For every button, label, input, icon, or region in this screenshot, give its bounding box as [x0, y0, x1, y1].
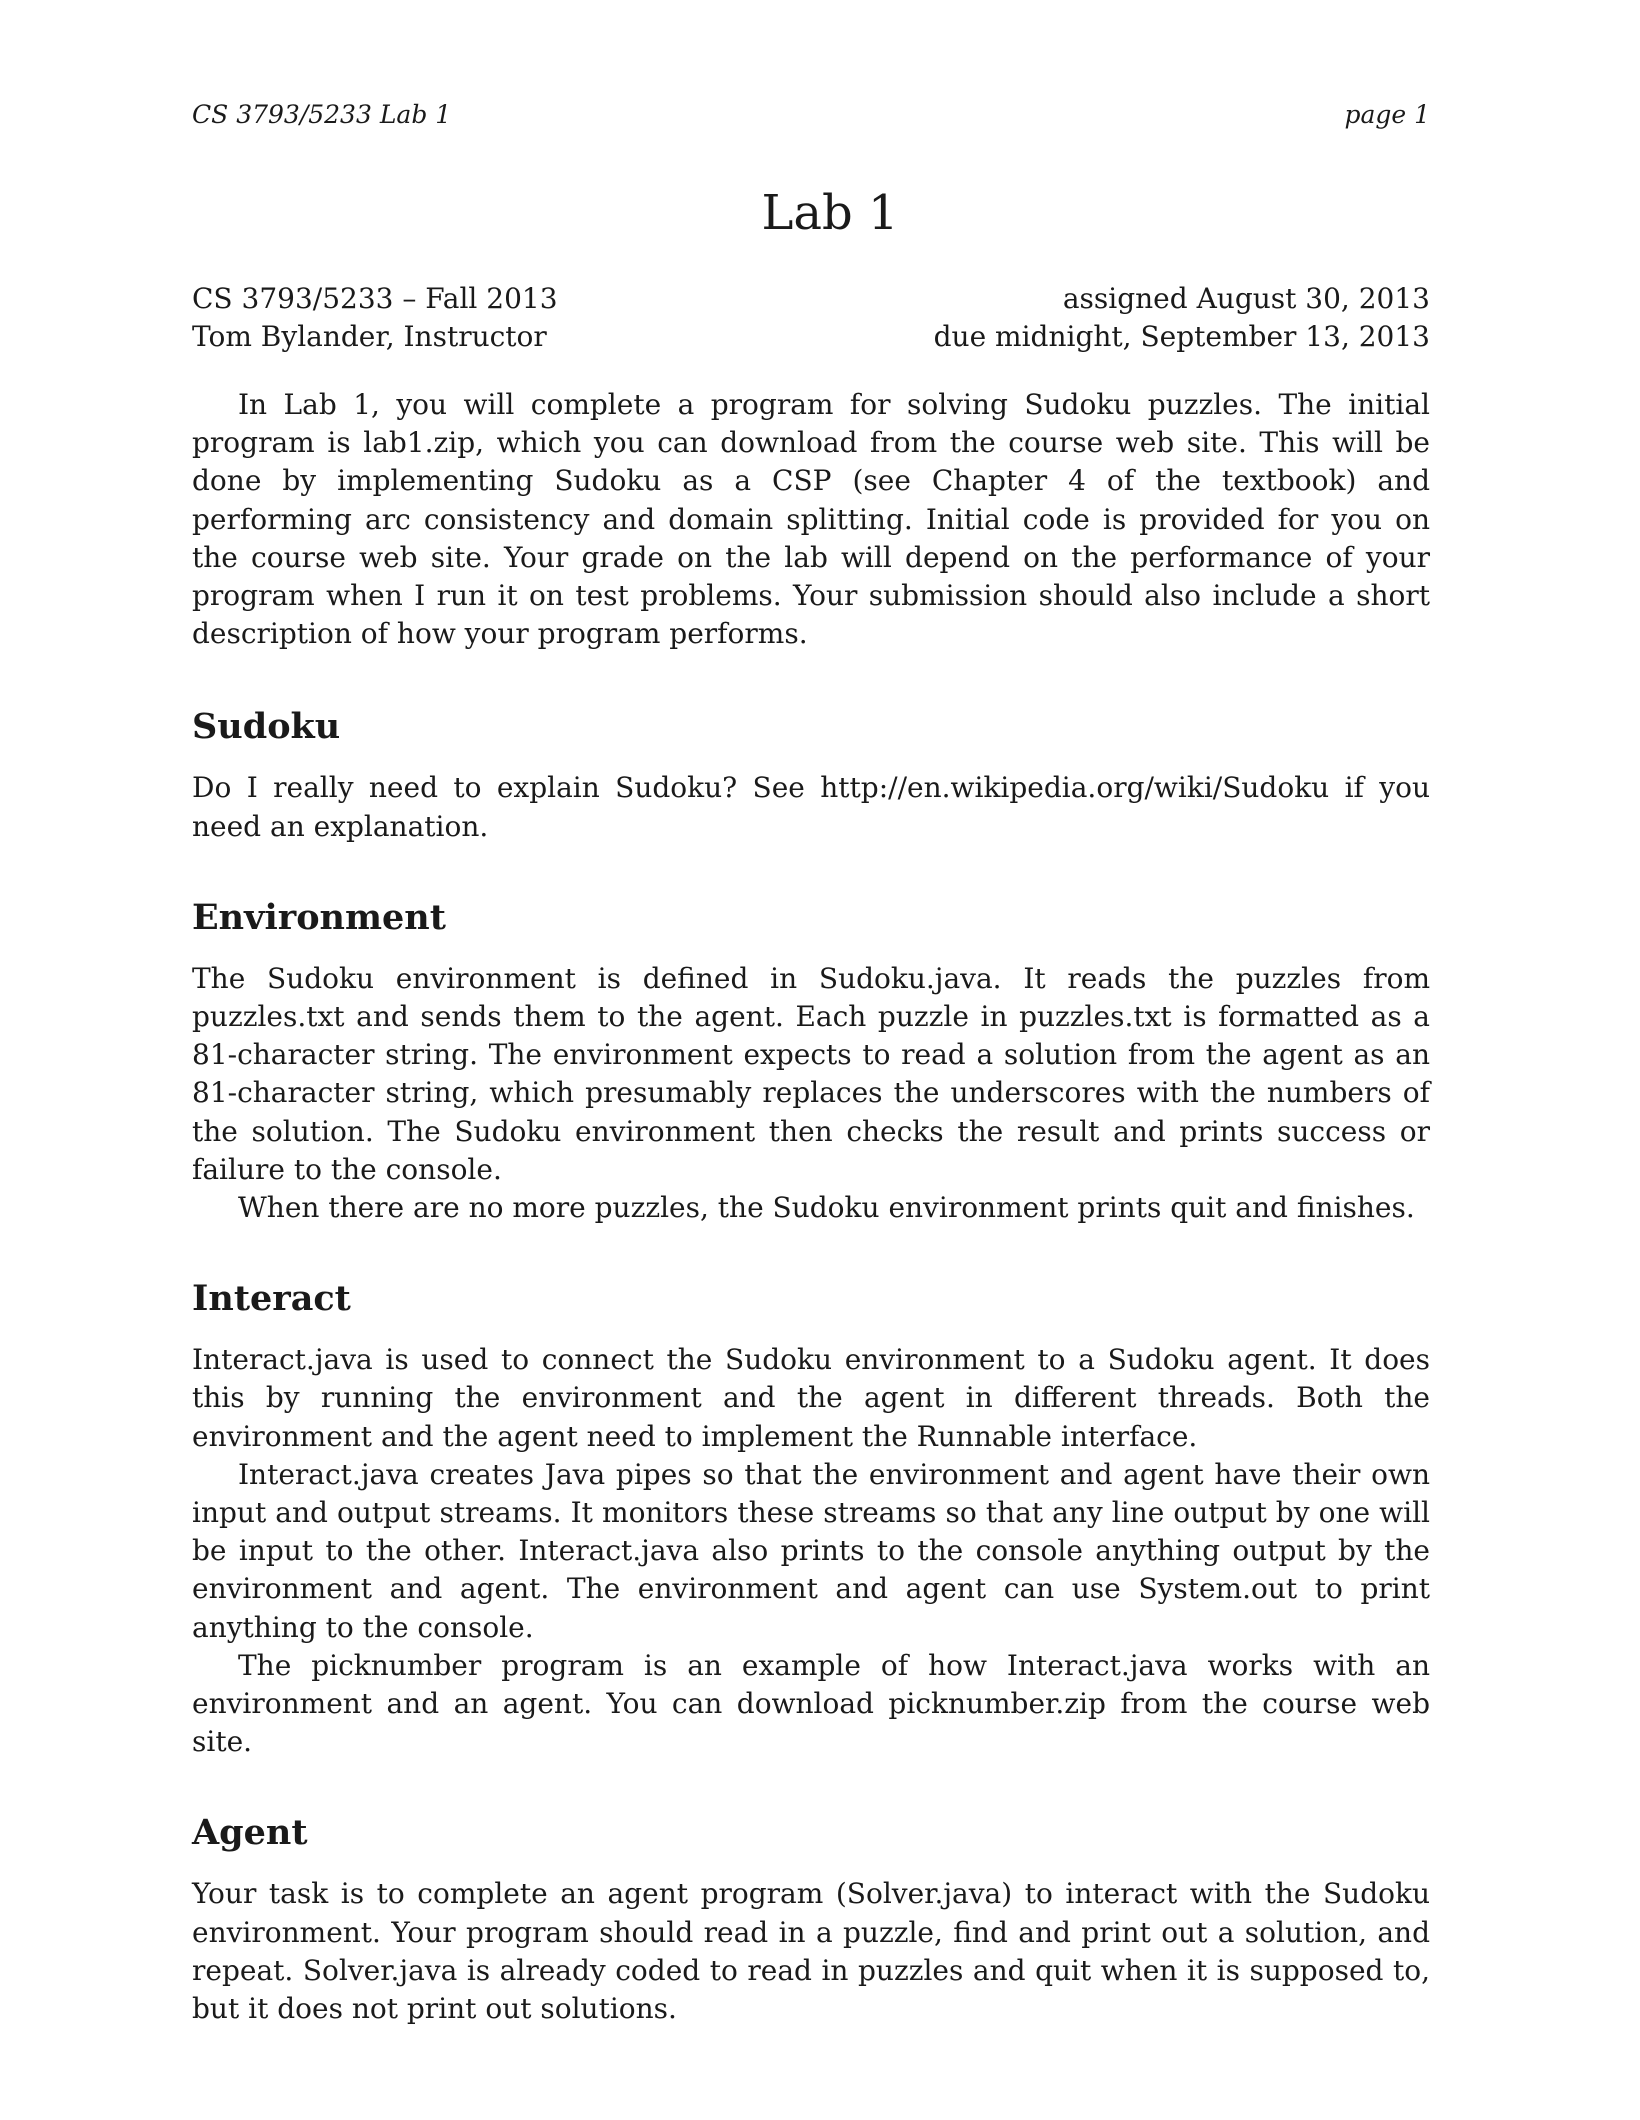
page-title: Lab 1 [761, 185, 899, 241]
course-semester: CS 3793/5233 – Fall 2013 [192, 282, 558, 315]
document-body [192, 386, 1430, 2028]
interact-paragraph-2: Interact.java creates Java pipes so that the environment and agent have their own input and output streams. It monitors these streams so that any line output by one will be input to the other. Interact.java also prints to the console anything output by the environment and agent. The environment and agent can use System.out to print anything to the console. [192, 1457, 1430, 1644]
agent-paragraph: Your task is to complete an agent program (Solver.java) to interact with the Sudoku environment. Your program should read in a puzzle, find and print out a solution, and repeat. Solver.java is already coded to read in puzzles and quit when it is supposed to, but it does not print out solutions. [192, 1877, 1430, 2026]
due-date: due midnight, September 13, 2013 [933, 320, 1430, 353]
course-meta-right [934, 280, 1430, 356]
instructor: Tom Bylander, Instructor [192, 320, 547, 353]
course-meta-left [192, 280, 558, 356]
environment-paragraph-2: When there are no more puzzles, the Sudoku environment prints quit and finishes. [238, 1191, 1415, 1225]
interact-paragraph-3: The picknumber program is an example of how Interact.java works with an environment and an agent. You can download picknumber.zip from the course web site. [192, 1648, 1430, 1759]
running-header-course: CS 3793/5233 Lab 1 [192, 100, 452, 129]
sudoku-paragraph: Do I really need to explain Sudoku? See http://en.wikipedia.org/wiki/Sudoku if you need an explanation. [192, 771, 1430, 843]
section-heading-environment: Environment [192, 896, 446, 938]
running-header [192, 100, 1430, 129]
environment-paragraph-1: The Sudoku environment is defined in Sudoku.java. It reads the puzzles from puzzles.txt and sends them to the agent. Each puzzle in puzzles.txt is formatted as a 81-character string. The environment expects to read a solution from the agent as an 81-character string, which presumably replaces the underscores with the numbers of the solution. The Sudoku environment then checks the result and prints success or failure to the console. [192, 961, 1430, 1186]
section-heading-sudoku: Sudoku [192, 706, 341, 748]
running-header-page-number: page 1 [1344, 100, 1430, 129]
course-meta [192, 280, 1430, 356]
intro-paragraph: In Lab 1, you will complete a program for solving Sudoku puzzles. The initial program is lab1.zip, which you can download from the course web site. This will be done by implementing Sudoku as a CSP (see Chapter 4 of the textbook) and performing arc consistency and domain splitting. Initial code is provided for you on the course web site. Your grade on the lab will depend on the performance of your program when I run it on test problems. Your submission should also include a short description of how your program performs. [192, 388, 1430, 651]
section-heading-interact: Interact [192, 1278, 351, 1320]
section-heading-agent: Agent [192, 1812, 308, 1854]
assigned-date: assigned August 30, 2013 [1062, 282, 1430, 315]
interact-paragraph-1: Interact.java is used to connect the Sudoku environment to a Sudoku agent. It does this by running the environment and the agent in different threads. Both the environment and the agent need to implement the Runnable interface. [192, 1343, 1430, 1453]
